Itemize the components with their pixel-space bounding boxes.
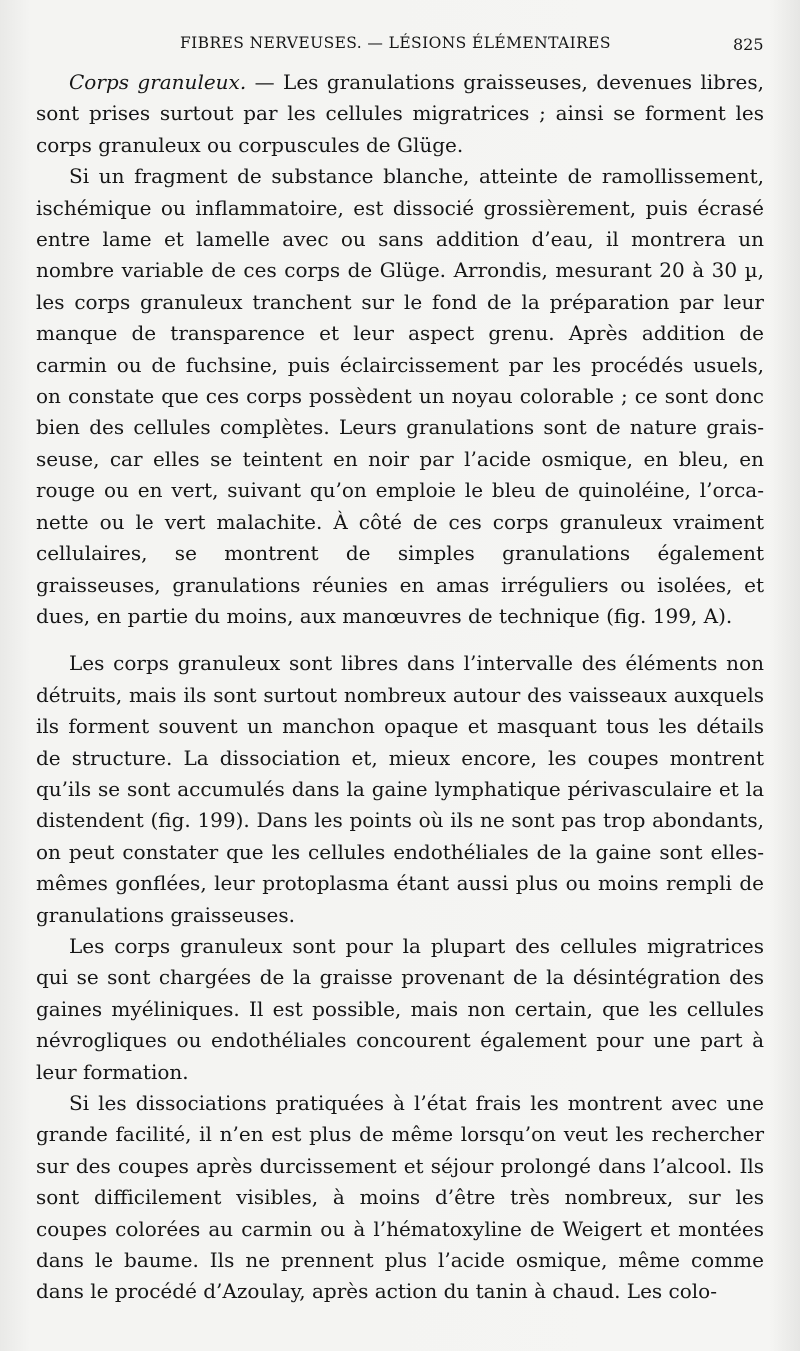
page-header [0, 34, 800, 56]
body-text [36, 67, 764, 1308]
running-head: FIBRES NERVEUSES. — LÉSIONS ÉLÉMENTAIRES [180, 34, 611, 52]
paragraph-corps-granuleux [36, 67, 764, 161]
paragraph-localisation: Les corps granuleux sont libres dans l’intervalle des éléments non détruits, mais ils sont surtout nombreux autour des vaisseaux auxquels ils forment souvent un manchon opaque et masquant tous les détails de structure. La dissociation et, mieux encore, les coupes montrent qu’ils se sont accumulés dans la gaine lymphatique périvasculaire et la distendent (fig. 199). Dans les points où ils ne sont pas trop abondants, on peut constater que les cellules endothéliales de la gaine sont elles-mêmes gonflées, leur protoplasma étant aussi plus ou moins rempli de granulations graisseuses. [36, 651, 764, 927]
paragraph-dissociation: Si un fragment de substance blanche, atteinte de ramollissement, ischémique ou inflammatoire, est dissocié grossièrement, puis écrasé entre lame et lamelle avec ou sans addition d’eau, il montrera un nombre variable de ces corps de Glüge. Arrondis, mesurant 20 à 30 µ, les corps granuleux tranchent sur le fond de la préparation par leur manque de transparence et leur aspect grenu. Après addition de carmin ou de fuchsine, puis éclaircissement par les procédés usuels, on constate que ces corps possèdent un noyau colorable ; ce sont donc bien des cellules complètes. Leurs granulations sont de nature graisseuse, car elles se teintent en noir par l’acide osmique, en bleu, en rouge ou en vert, suivant qu’on emploie le bleu de quinoléine, l’orcanette ou le vert malachite. À côté de ces corps granuleux vraiment cellulaires, se montrent de simples granulations également graisseuses, granulations réunies en amas irréguliers ou isolées, et dues, en partie du moins, aux manœuvres de technique (fig. 199, A). [36, 164, 764, 628]
paragraph-text: — Les granulations graisseuses, devenues libres, sont prises surtout par les cellules migratrices ; ainsi se forment les corps granuleux ou corpuscules de Glüge. [36, 70, 764, 157]
page-number: 825 [733, 35, 764, 54]
section-lead-term: Corps granuleux. [69, 70, 247, 94]
paragraph-coupes: Si les dissociations pratiquées à l’état frais les montrent avec une grande facilité, il n’en est plus de même lorsqu’on veut les rechercher sur des coupes après durcissement et séjour prolongé dans l’alcool. Ils sont difficilement visibles, à moins d’être très nombreux, sur les coupes colorées au carmin ou à l’hématoxyline de Weigert et montées dans le baume. Ils ne prennent plus l’acide osmique, même comme dans le procédé d’Azoulay, après action du tanin à chaud. Les colo- [36, 1091, 764, 1304]
paragraph-origine: Les corps granuleux sont pour la plupart des cellules migratrices qui se sont chargées de la graisse provenant de la désintégration des gaines myéliniques. Il est possible, mais non certain, que les cellules névrogliques ou endothéliales concourent également pour une part à leur formation. [36, 933, 764, 1084]
